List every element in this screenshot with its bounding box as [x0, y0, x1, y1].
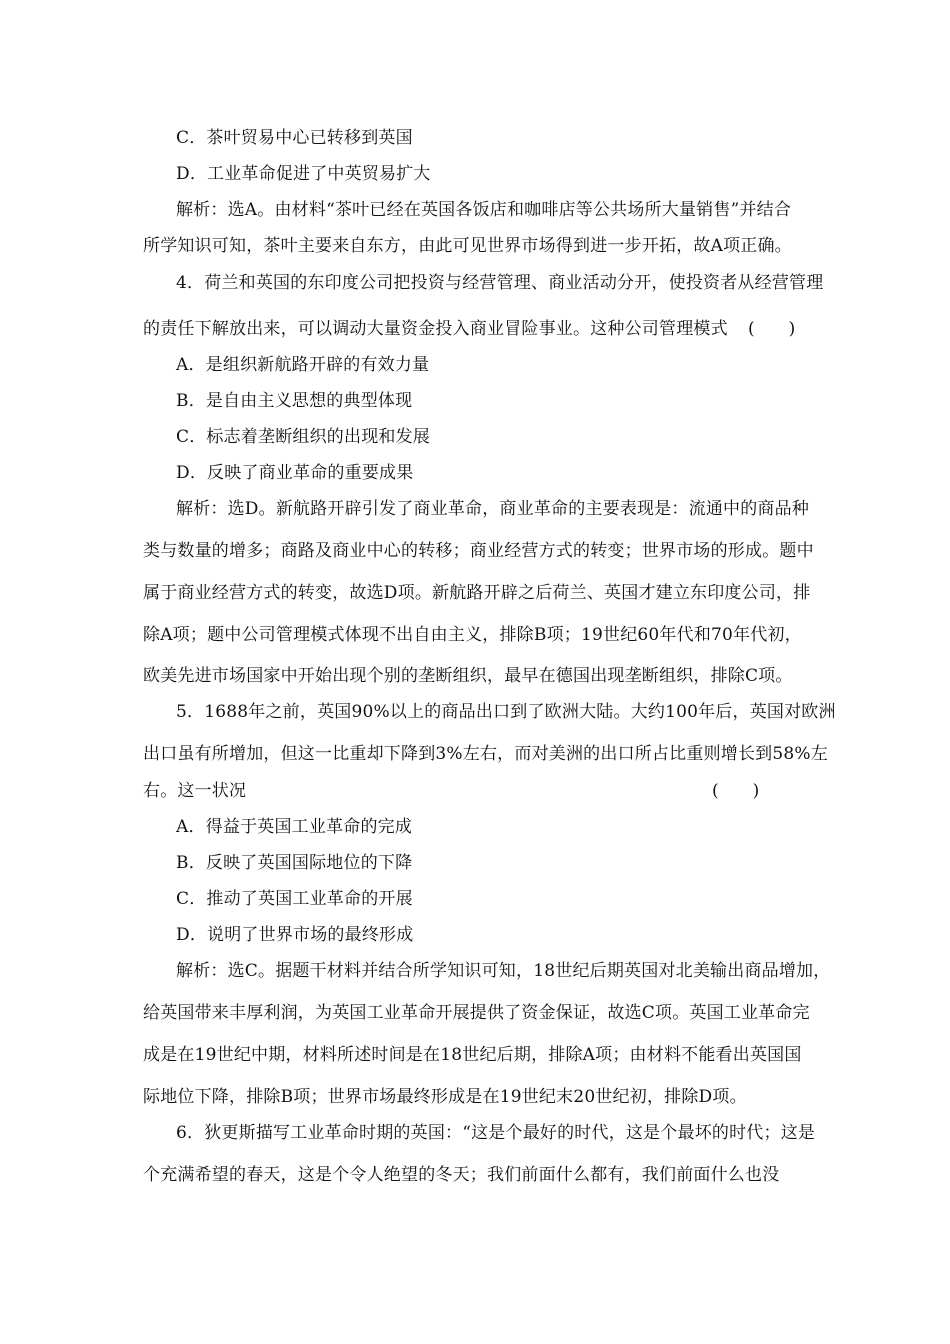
answer-paren-q4: ( ) [748, 319, 796, 339]
option-c-q3: C．茶叶贸易中心已转移到英国 [176, 128, 413, 148]
question-4-line2: 的责任下解放出来，可以调动大量资金投入商业冒险事业。这种公司管理模式 [143, 319, 728, 339]
option-b-q5: B．反映了英国国际地位的下降 [176, 853, 413, 873]
option-a-q4: A．是组织新航路开辟的有效力量 [176, 355, 430, 375]
question-4-line1: 4．荷兰和英国的东印度公司把投资与经营管理、商业活动分开，使投资者从经营管理 [176, 273, 824, 293]
analysis-q4-line3: 属于商业经营方式的转变，故选D项。新航路开辟之后荷兰、英国才建立东印度公司，排 [143, 583, 811, 603]
analysis-q4-line2: 类与数量的增多；商路及商业中心的转移；商业经营方式的转变；世界市场的形成。题中 [143, 541, 814, 561]
option-d-q4: D．反映了商业革命的重要成果 [176, 463, 414, 483]
option-a-q5: A．得益于英国工业革命的完成 [176, 817, 413, 837]
question-6-line1: 6．狄更斯描写工业革命时期的英国：“这是个最好的时代，这是个最坏的时代；这是 [176, 1123, 816, 1143]
analysis-q3-line1: 解析：选A。由材料“茶叶已经在英国各饭店和咖啡店等公共场所大量销售”并结合 [176, 200, 792, 220]
question-5-line2: 出口虽有所增加，但这一比重却下降到3%左右，而对美洲的出口所占比重则增长到58%左 [143, 744, 828, 764]
analysis-q5-line2: 给英国带来丰厚利润，为英国工业革命开展提供了资金保证，故选C项。英国工业革命完 [143, 1003, 810, 1023]
analysis-q4-line1: 解析：选D。新航路开辟引发了商业革命，商业革命的主要表现是：流通中的商品种 [176, 499, 810, 519]
option-c-q4: C．标志着垄断组织的出现和发展 [176, 427, 431, 447]
analysis-q5-line3: 成是在19世纪中期，材料所述时间是在18世纪后期，排除A项；由材料不能看出英国国 [143, 1045, 802, 1065]
analysis-q3-line2: 所学知识可知，茶叶主要来自东方，由此可见世界市场得到进一步开拓，故A项正确。 [143, 236, 792, 256]
analysis-q5-line1: 解析：选C。据题干材料并结合所学知识可知，18世纪后期英国对北美输出商品增加， [176, 961, 831, 981]
question-5-line1: 5．1688年之前，英国90%以上的商品出口到了欧洲大陆。大约100年后，英国对欧洲 [176, 702, 836, 722]
question-5-line3: 右。这一状况 [143, 781, 247, 801]
option-d-q3: D．工业革命促进了中英贸易扩大 [176, 164, 431, 184]
analysis-q4-line5: 欧美先进市场国家中开始出现个别的垄断组织，最早在德国出现垄断组织，排除C项。 [143, 666, 793, 686]
analysis-q5-line4: 际地位下降，排除B项；世界市场最终形成是在19世纪末20世纪初，排除D项。 [143, 1087, 747, 1107]
option-c-q5: C．推动了英国工业革命的开展 [176, 889, 413, 909]
question-6-line2: 个充满希望的春天，这是个令人绝望的冬天；我们前面什么都有，我们前面什么也没 [143, 1165, 780, 1185]
option-b-q4: B．是自由主义思想的典型体现 [176, 391, 413, 411]
option-d-q5: D．说明了世界市场的最终形成 [176, 925, 414, 945]
answer-paren-q5: ( ) [712, 781, 760, 801]
analysis-q4-line4: 除A项；题中公司管理模式体现不出自由主义，排除B项；19世纪60年代和70年代初， [143, 625, 802, 645]
